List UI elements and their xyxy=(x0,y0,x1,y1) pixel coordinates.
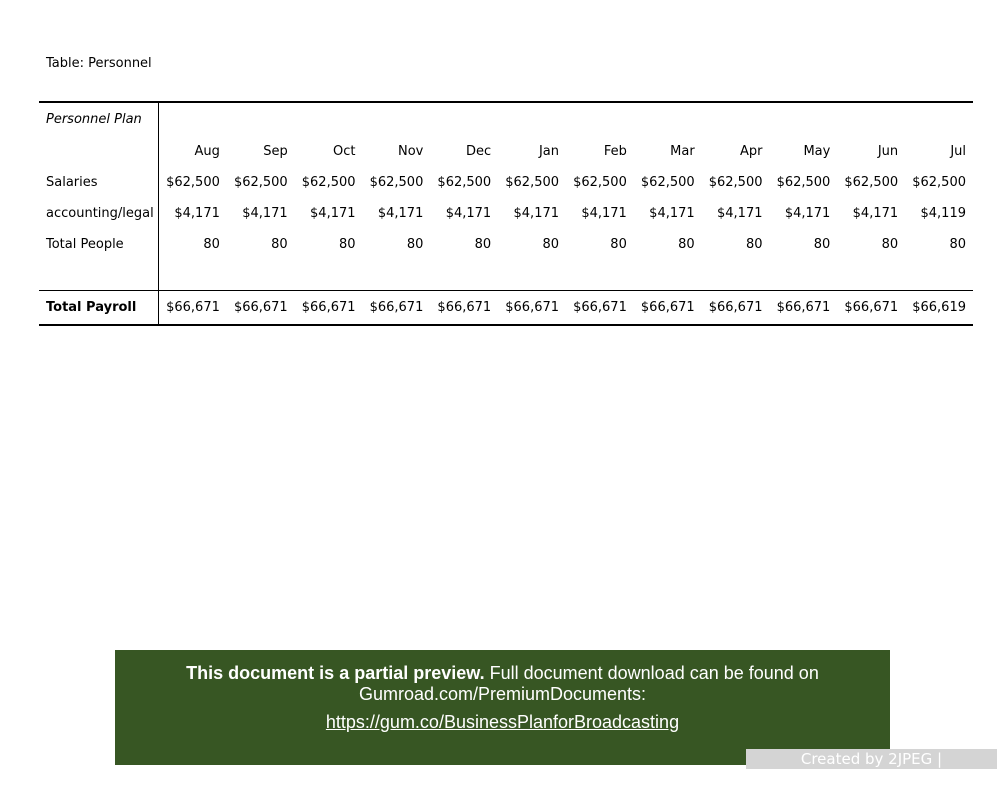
table-cell: $66,671 xyxy=(227,291,295,326)
table-cell: $4,171 xyxy=(174,206,220,221)
table-cell: $4,171 xyxy=(581,206,627,221)
row-label: Total People xyxy=(39,229,159,260)
table-cell: $66,671 xyxy=(566,291,634,326)
month-header: Dec xyxy=(466,144,492,159)
table-title-row xyxy=(39,102,973,136)
download-link[interactable]: https://gum.co/BusinessPlanforBroadcasting xyxy=(325,712,680,732)
table-cell: $66,671 xyxy=(837,291,905,326)
table-row xyxy=(39,167,973,198)
table-cell: $62,500 xyxy=(640,175,695,190)
table-cell: 80 xyxy=(474,237,492,252)
month-header: Aug xyxy=(194,144,220,159)
table-cell: $66,671 xyxy=(430,291,498,326)
table-cell: $4,171 xyxy=(445,206,492,221)
table-cell: $4,171 xyxy=(513,206,560,221)
month-header: Jun xyxy=(877,144,899,159)
month-header: Apr xyxy=(740,144,763,159)
preview-message xyxy=(115,663,890,705)
table-row xyxy=(39,229,973,260)
month-header: Jul xyxy=(950,144,966,159)
month-header: Oct xyxy=(333,144,356,159)
month-header: Sep xyxy=(263,144,288,159)
table-cell: $62,500 xyxy=(573,175,627,190)
table-cell: $62,500 xyxy=(776,175,831,190)
table-caption: Table: Personnel xyxy=(46,56,152,71)
table-cell: 80 xyxy=(949,237,966,252)
spacer-row xyxy=(39,260,973,291)
table-cell: $66,671 xyxy=(702,291,770,326)
row-label: Total Payroll xyxy=(39,291,159,326)
preview-bold-text: This document is a partial preview. xyxy=(186,663,485,683)
table-cell: $62,500 xyxy=(166,175,220,190)
table-cell: $66,671 xyxy=(295,291,363,326)
preview-text: Full document download can be found on Gumroad.com/PremiumDocuments: xyxy=(358,663,819,704)
table-cell: $62,500 xyxy=(369,175,424,190)
table-cell: 80 xyxy=(813,237,831,252)
watermark: Created by 2JPEG | www.2jpeg.com xyxy=(746,749,997,769)
table-row xyxy=(39,198,973,229)
table-cell: $4,171 xyxy=(717,206,763,221)
table-cell: 80 xyxy=(406,237,424,252)
table-cell: $4,171 xyxy=(310,206,356,221)
table-cell: 80 xyxy=(881,237,899,252)
month-header-row xyxy=(39,136,973,167)
table-cell: $4,171 xyxy=(784,206,831,221)
row-label: Salaries xyxy=(39,167,159,198)
table-cell: $62,500 xyxy=(844,175,899,190)
month-header: Feb xyxy=(603,144,627,159)
table-cell: 80 xyxy=(542,237,560,252)
table-cell: 80 xyxy=(203,237,220,252)
table-cell: $62,500 xyxy=(708,175,763,190)
month-header: Mar xyxy=(670,144,695,159)
table-cell: $66,671 xyxy=(770,291,838,326)
table-cell: $62,500 xyxy=(301,175,356,190)
table-cell: $66,671 xyxy=(498,291,566,326)
table-cell: $4,171 xyxy=(242,206,288,221)
month-header: May xyxy=(803,144,831,159)
table-cell: $66,671 xyxy=(634,291,702,326)
preview-banner xyxy=(115,650,890,765)
table-cell: $66,671 xyxy=(363,291,431,326)
table-cell: 80 xyxy=(338,237,356,252)
month-header: Nov xyxy=(397,144,424,159)
table-cell: $62,500 xyxy=(912,175,966,190)
table-row xyxy=(39,291,973,326)
table-cell: 80 xyxy=(610,237,627,252)
table-cell: $66,671 xyxy=(159,291,227,326)
table-cell: $4,171 xyxy=(377,206,424,221)
table-cell: $66,619 xyxy=(905,291,973,326)
month-header: Jan xyxy=(538,144,560,159)
personnel-plan-table xyxy=(39,101,973,326)
table-cell: $4,171 xyxy=(852,206,899,221)
table-cell: $62,500 xyxy=(233,175,288,190)
table-cell: 80 xyxy=(271,237,288,252)
table-title: Personnel Plan xyxy=(39,102,159,136)
row-label: accounting/legal xyxy=(39,198,159,229)
table-cell: 80 xyxy=(745,237,763,252)
table-cell: $4,171 xyxy=(649,206,695,221)
table-cell: $62,500 xyxy=(505,175,560,190)
table-cell: $62,500 xyxy=(437,175,492,190)
table-cell: 80 xyxy=(678,237,695,252)
table-cell: $4,119 xyxy=(920,206,966,221)
